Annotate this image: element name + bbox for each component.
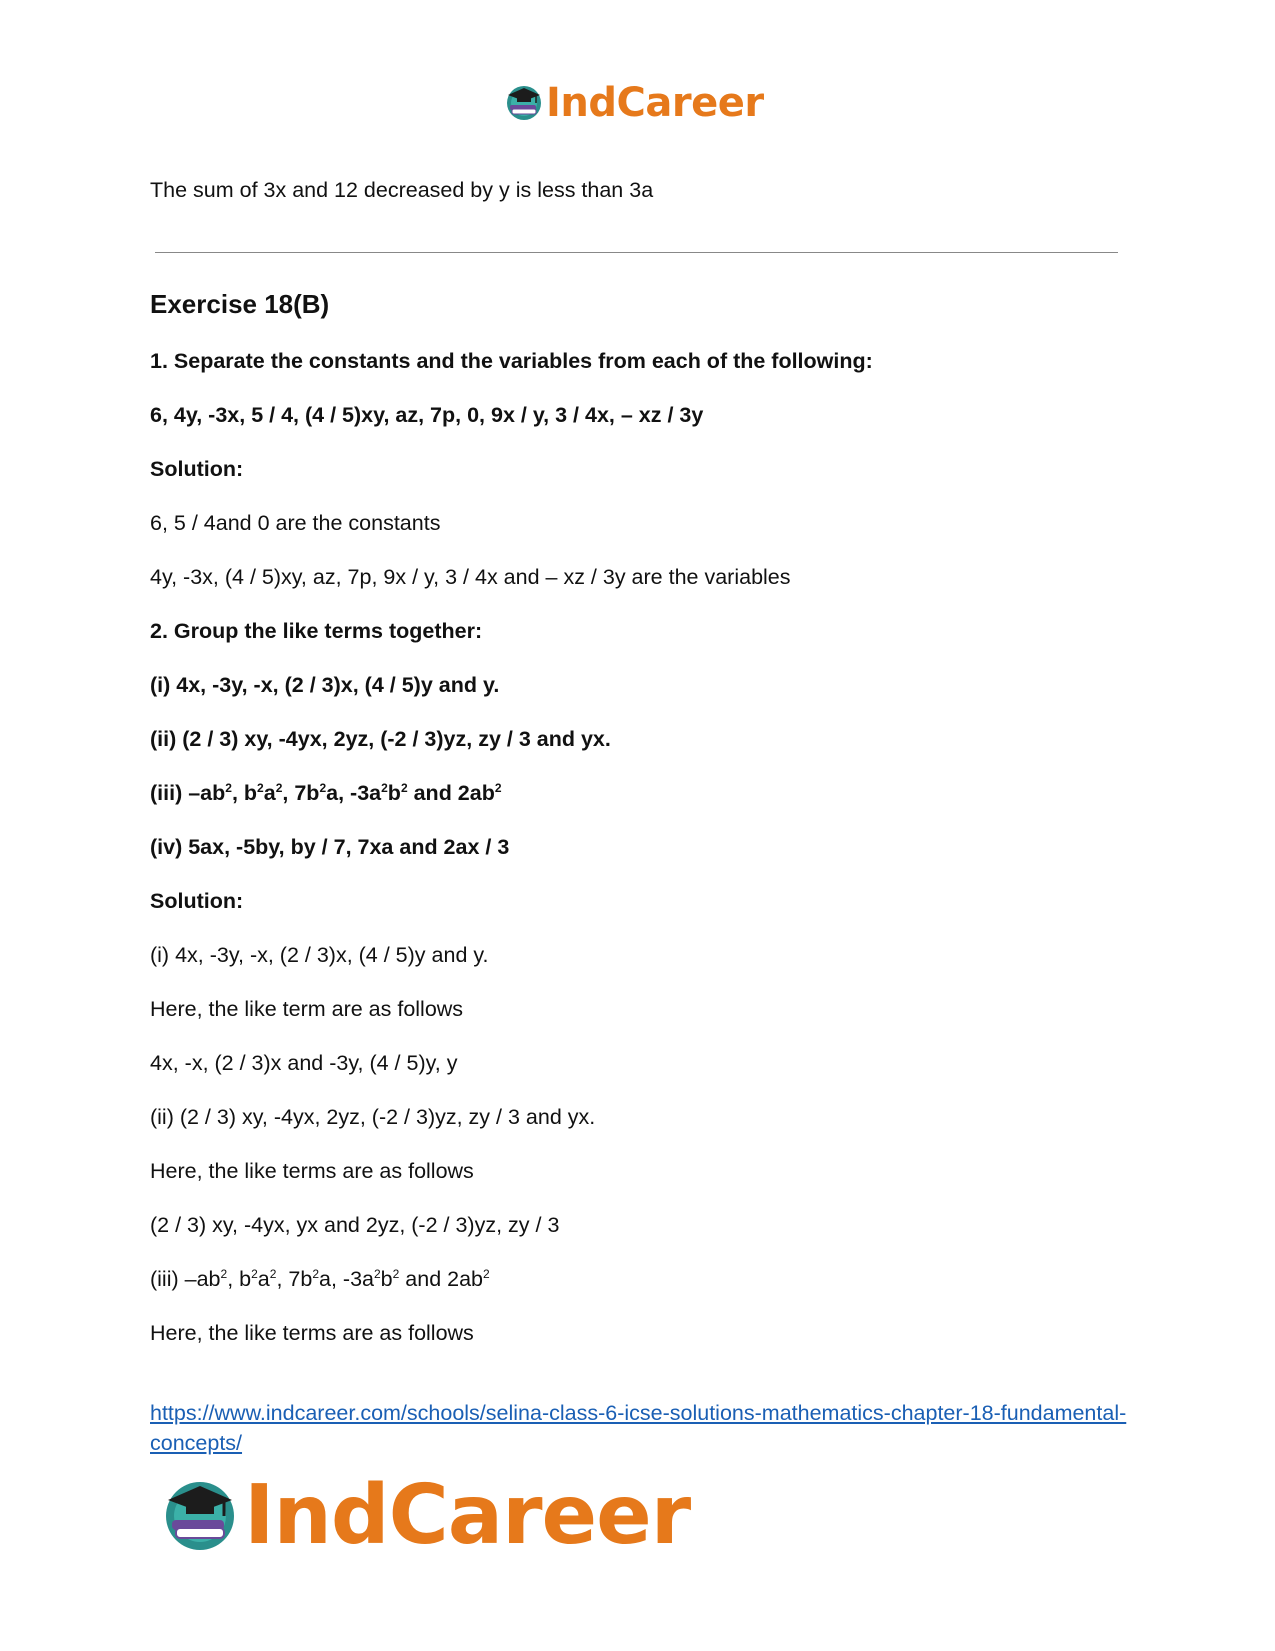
q2-sol-i-answer: 4x, -x, (2 / 3)x and -3y, (4 / 5)y, y (150, 1051, 458, 1075)
q1-answer-variables: 4y, -3x, (4 / 5)xy, az, 7p, 9x / y, 3 / 4x and – xz / 3y are the variables (150, 565, 791, 589)
q2-question: 2. Group the like terms together: (150, 619, 483, 643)
q2-part-i: (i) 4x, -3y, -x, (2 / 3)x, (4 / 5)y and y. (150, 673, 500, 697)
q2-sol-ii-repeat: (ii) (2 / 3) xy, -4yx, 2yz, (-2 / 3)yz, zy / 3 and yx. (150, 1105, 596, 1129)
q2-sol-iii-intro: Here, the like terms are as follows (150, 1321, 474, 1345)
chapter-link[interactable]: https://www.indcareer.com/schools/selina-class-6-icse-solutions-mathematics-chapter-18-fundamental-concepts/ (150, 1401, 1127, 1455)
q2-sol-iii-repeat: (iii) $-ab^2$, $b^2a^2$, $7b^2a$, $-3a^2b^2$ and $2ab^2$ (150, 1266, 490, 1291)
q2-sol-i-repeat: (i) 4x, -3y, -x, (2 / 3)x, (4 / 5)y and y. (150, 943, 489, 967)
q2-part-iv: (iv) 5ax, -5by, by / 7, 7xa and 2ax / 3 (150, 835, 510, 859)
q1-solution-label: Solution: (150, 457, 244, 481)
logo-text: IndCareer (244, 1468, 691, 1563)
q2-sol-ii-intro: Here, the like terms are as follows (150, 1159, 474, 1183)
intro-text: The sum of 3x and 12 decreased by y is less than 3a (150, 178, 654, 202)
q2-part-iii: (iii) $-ab^2$, $b^2a^2$, $7b^2a$, $-3a^2b^2$ and $2ab^2$ (150, 780, 502, 805)
q1-terms: 6, 4y, -3x, 5 / 4, (4 / 5)xy, az, 7p, 0, 9x / y, 3 / 4x, – xz / 3y (150, 403, 704, 427)
logo-mark-icon (504, 83, 544, 123)
q1-question: 1. Separate the constants and the variables from each of the following: (150, 349, 873, 373)
footer-link-wrap (150, 1398, 1130, 1458)
logo-mark-icon (160, 1476, 240, 1556)
q2-sol-i-intro: Here, the like term are as follows (150, 997, 464, 1021)
footer-logo (160, 1468, 690, 1563)
header-logo (504, 80, 764, 126)
q2-sol-ii-answer: (2 / 3) xy, -4yx, yx and 2yz, (-2 / 3)yz, zy / 3 (150, 1213, 560, 1237)
q1-answer-constants: 6, 5 / 4and 0 are the constants (150, 511, 441, 535)
exercise-title: Exercise 18(B) (150, 289, 330, 319)
horizontal-divider (155, 252, 1118, 253)
q2-solution-label: Solution: (150, 889, 244, 913)
q2-part-ii: (ii) (2 / 3) xy, -4yx, 2yz, (-2 / 3)yz, zy / 3 and yx. (150, 727, 611, 751)
logo-text: IndCareer (546, 80, 764, 126)
